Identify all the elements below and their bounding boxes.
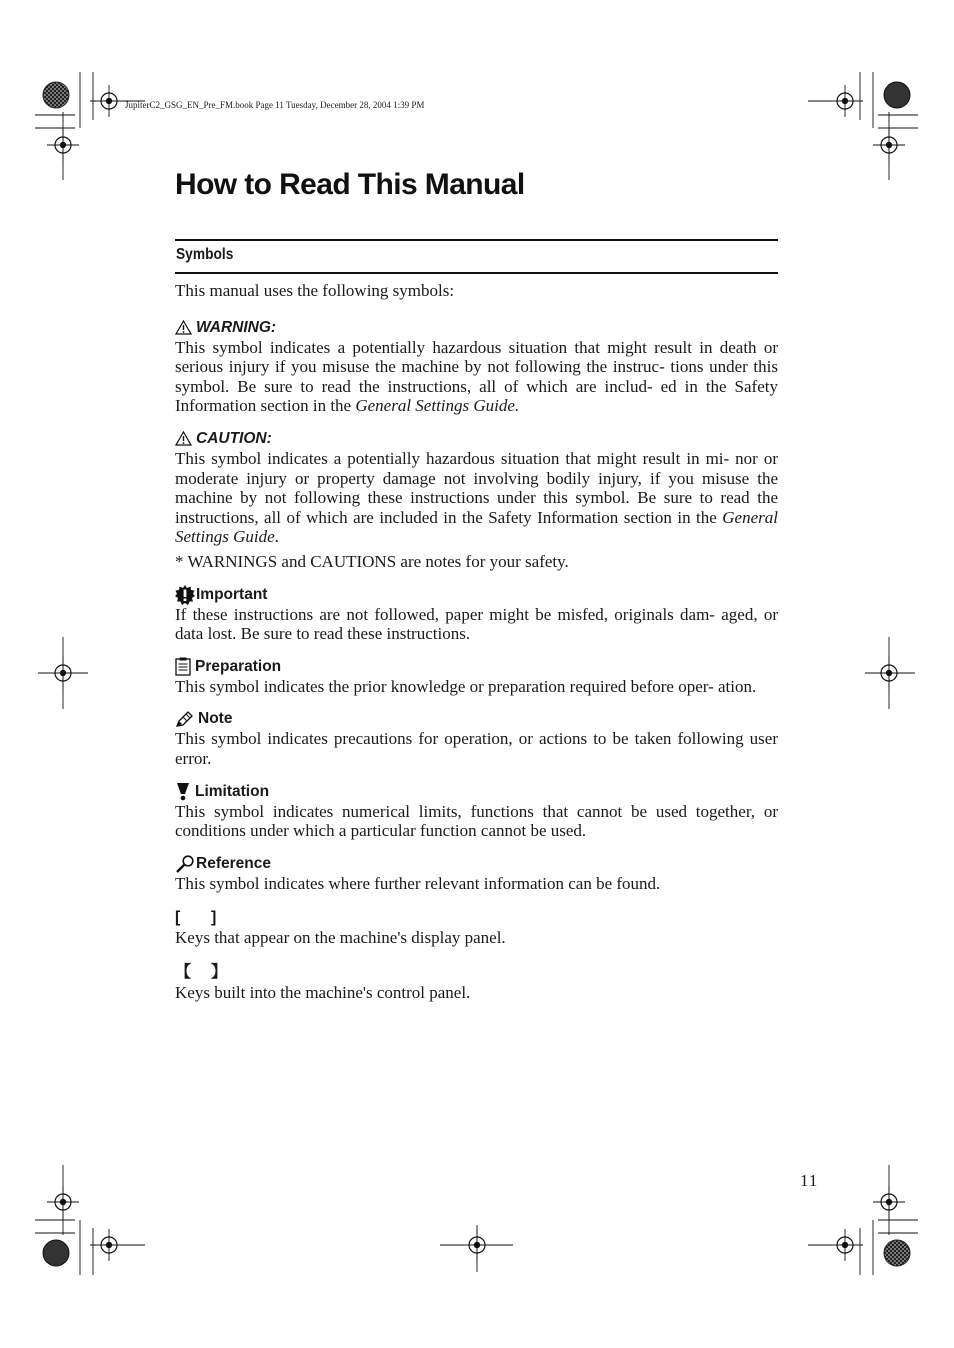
page-content [175,281,778,1002]
panel-key-open-bracket: 【 [175,963,192,981]
note-heading [175,709,778,729]
warning-heading [175,318,778,338]
limitation-exclamation-icon [175,782,191,801]
note-label: Note [198,710,233,728]
section-title: Symbols [176,246,234,263]
warning-triangle-icon [175,320,192,335]
caution-heading [175,429,778,449]
important-badge-icon [175,585,195,605]
display-key-close-bracket: ] [211,908,217,926]
limitation-label: Limitation [195,782,270,800]
display-key-brackets [175,907,778,928]
page-number: 11 [800,1171,819,1190]
preparation-clipboard-icon [175,657,191,676]
note-text: This symbol indicates precautions for operation, or actions to be taken following user error. [175,729,778,768]
warning-text: This symbol indicates a potentially hazardous situation that might result in death or serious injury if you misuse the machine by not following the instruc- tions under this symbol. Be sure to read the instructions, all of which are includ- ed in the Safety Information section in the General Settings Guide. [175,337,778,416]
note-pencil-icon [175,711,194,728]
reference-heading [175,854,778,874]
important-text: If these instructions are not followed, paper might be misfed, originals dam- aged, or data lost. Be sure to read these instructions. [175,604,778,644]
preparation-label: Preparation [195,657,282,675]
reference-label: Reference [196,854,271,872]
caution-text: This symbol indicates a potentially hazardous situation that might result in mi- nor or moderate injury or property damage not involving bodily injury, if you misuse the machine by not following these instructions under this symbol. Be sure to read the instructions, all of which are included in the Safety Information section in the General Settings Guide. [175,448,778,547]
preparation-text: This symbol indicates the prior knowledge or preparation required before oper- ation. [175,676,757,696]
preparation-heading [175,657,778,677]
safety-footnote: * WARNINGS and CAUTIONS are notes for your safety. [175,551,569,571]
panel-key-brackets [175,962,778,983]
limitation-text: This symbol indicates numerical limits, functions that cannot be used together, or conditions under which a particular function cannot be used. [175,801,778,841]
important-heading [175,585,778,605]
page-title: How to Read This Manual [175,168,525,201]
caution-guide-ref: General Settings Guide [175,507,778,547]
limitation-heading [175,782,778,802]
reference-text: This symbol indicates where further relevant information can be found. [175,873,661,893]
caution-label: CAUTION: [196,429,272,447]
reference-magnifier-icon [175,855,195,873]
caution-triangle-icon [175,431,192,446]
section-heading-bar [175,239,778,274]
display-keys-text: Keys that appear on the machine's display panel. [175,928,506,948]
print-header-info: JupiterC2_GSG_EN_Pre_FM.book Page 11 Tuesday, December 28, 2004 1:39 PM [125,100,425,110]
panel-key-close-bracket: 】 [211,963,228,981]
warning-guide-ref: General Settings Guide. [355,396,520,416]
important-label: Important [196,585,268,603]
warning-label: WARNING: [196,318,277,336]
display-key-open-bracket: [ [175,908,181,926]
intro-text: This manual uses the following symbols: [175,281,455,300]
panel-keys-text: Keys built into the machine's control panel. [175,982,471,1002]
